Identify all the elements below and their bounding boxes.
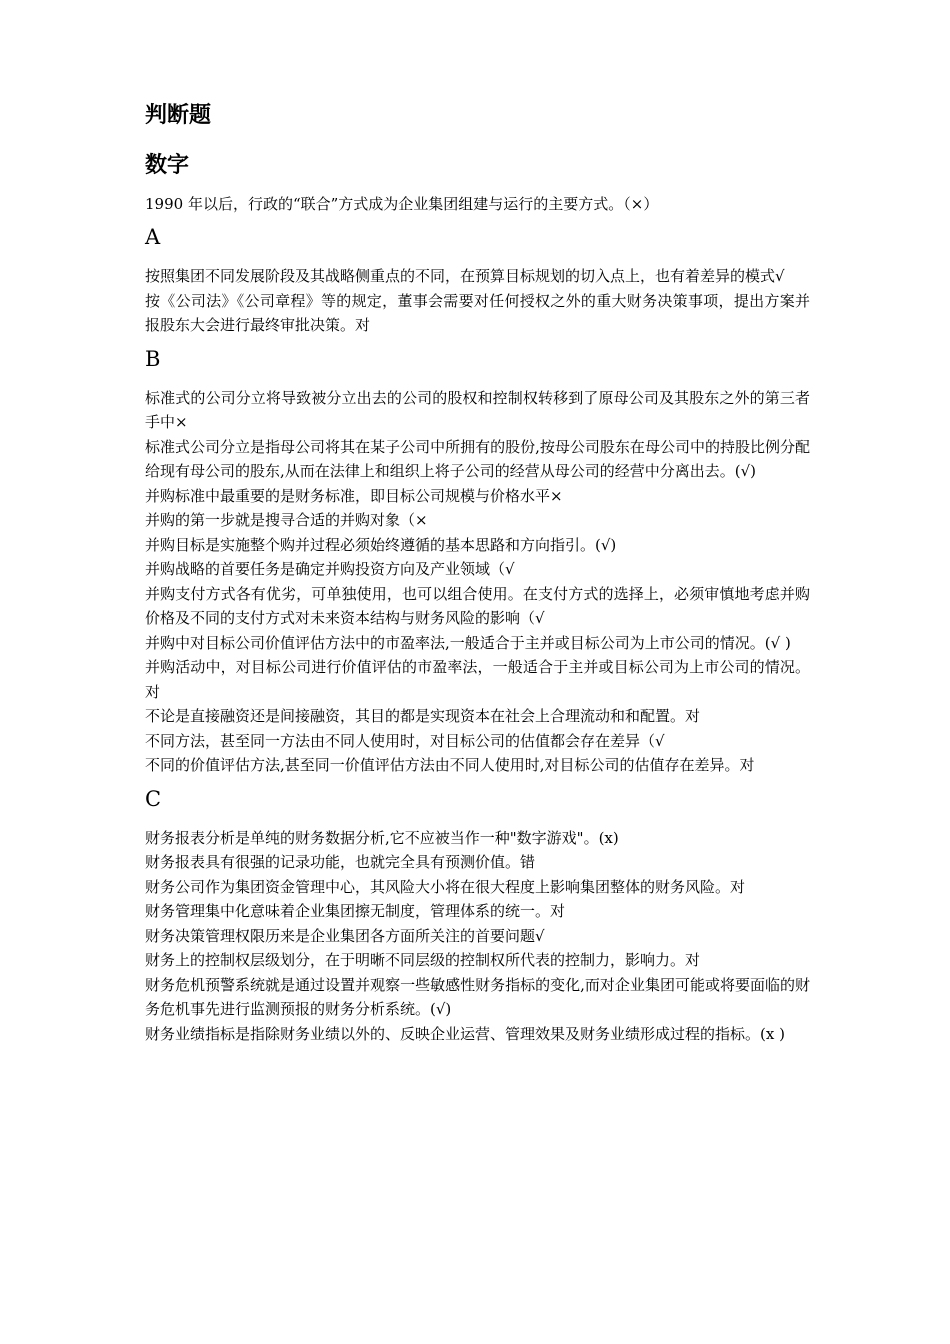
statement-item: 并购活动中，对目标公司进行价值评估的市盈率法，一般适合于主并或目标公司为上市公司的情况。对 (145, 658, 810, 701)
statement-item: 财务业绩指标是指除财务业绩以外的、反映企业运营、管理效果及财务业绩形成过程的指标。(x ) (145, 1024, 785, 1043)
intro-statement: 1990 年以后，行政的“联合”方式成为企业集团组建与运行的主要方式。（×） (145, 195, 659, 213)
statement-item: 不同方法，甚至同一方法由不同人使用时，对目标公司的估值都会存在差异（√ (145, 731, 665, 750)
statement-item: 财务危机预警系统就是通过设置并观察一些敏感性财务指标的变化,而对企业集团可能或将要面临的财务危机事先进行监测预报的财务分析系统。(√) (145, 975, 810, 1018)
statement-item: 财务决策管理权限历来是企业集团各方面所关注的首要问题√ (145, 926, 545, 945)
statement-item: 并购标准中最重要的是财务标准，即目标公司规模与价格水平× (145, 486, 563, 505)
statement-item: 财务管理集中化意味着企业集团擦无制度，管理体系的统一。对 (145, 902, 566, 920)
section-c-items (145, 826, 810, 1047)
section-letter-b: B (145, 346, 161, 371)
section-b-items (145, 386, 810, 778)
statement-item: 标准式公司分立是指母公司将其在某子公司中所拥有的股份,按母公司股东在母公司中的持股比例分配给现有母公司的股东,从而在法律上和组织上将子公司的经营从母公司的经营中分离出去。(√) (145, 437, 810, 480)
statement-item: 财务报表具有很强的记录功能，也就完全具有预测价值。错 (145, 853, 536, 871)
section-heading-digits: 数字 (145, 153, 190, 178)
statement-item: 并购目标是实施整个购并过程必须始终遵循的基本思路和方向指引。(√) (145, 535, 617, 554)
section-a-items (145, 264, 810, 338)
section-letter-a: A (145, 225, 161, 249)
section-a (145, 224, 810, 338)
statement-item: 并购的第一步就是搜寻合适的并购对象（× (145, 511, 428, 529)
statement-item: 不论是直接融资还是间接融资，其目的都是实现资本在社会上合理流动和和配置。对 (145, 707, 701, 725)
section-c (145, 786, 810, 1047)
statement-item: 并购战略的首要任务是确定并购投资方向及产业领域（√ (145, 560, 515, 578)
statement-item: 财务报表分析是单纯的财务数据分析,它不应被当作一种"数字游戏"。(x) (145, 828, 619, 847)
statement-item: 标准式的公司分立将导致被分立出去的公司的股权和控制权转移到了原母公司及其股东之外的第三者手中× (145, 388, 810, 431)
statement-item: 按《公司法》《公司章程》等的规定，董事会需要对任何授权之外的重大财务决策事项，提出方案并报股东大会进行最终审批决策。对 (145, 291, 810, 334)
statement-item: 并购中对目标公司价值评估方法中的市盈率法,一般适合于主并或目标公司为上市公司的情况。(√ ) (145, 633, 791, 652)
statement-item: 不同的价值评估方法,甚至同一价值评估方法由不同人使用时,对目标公司的估值存在差异。对 (145, 756, 755, 774)
page-title: 判断题 (145, 103, 212, 128)
statement-item: 财务上的控制权层级划分，在于明晰不同层级的控制权所代表的控制力，影响力。对 (145, 951, 701, 969)
statement-item: 按照集团不同发展阶段及其战略侧重点的不同，在预算目标规划的切入点上，也有着差异的模式√ (145, 267, 785, 285)
statement-item: 财务公司作为集团资金管理中心，其风险大小将在很大程度上影响集团整体的财务风险。对 (145, 877, 746, 896)
statement-item: 并购支付方式各有优劣，可单独使用，也可以组合使用。在支付方式的选择上，必须审慎地考虑并购价格及不同的支付方式对未来资本结构与财务风险的影响（√ (145, 584, 810, 627)
section-letter-c: C (145, 786, 162, 811)
section-b (145, 346, 810, 778)
document-page (145, 102, 810, 1046)
